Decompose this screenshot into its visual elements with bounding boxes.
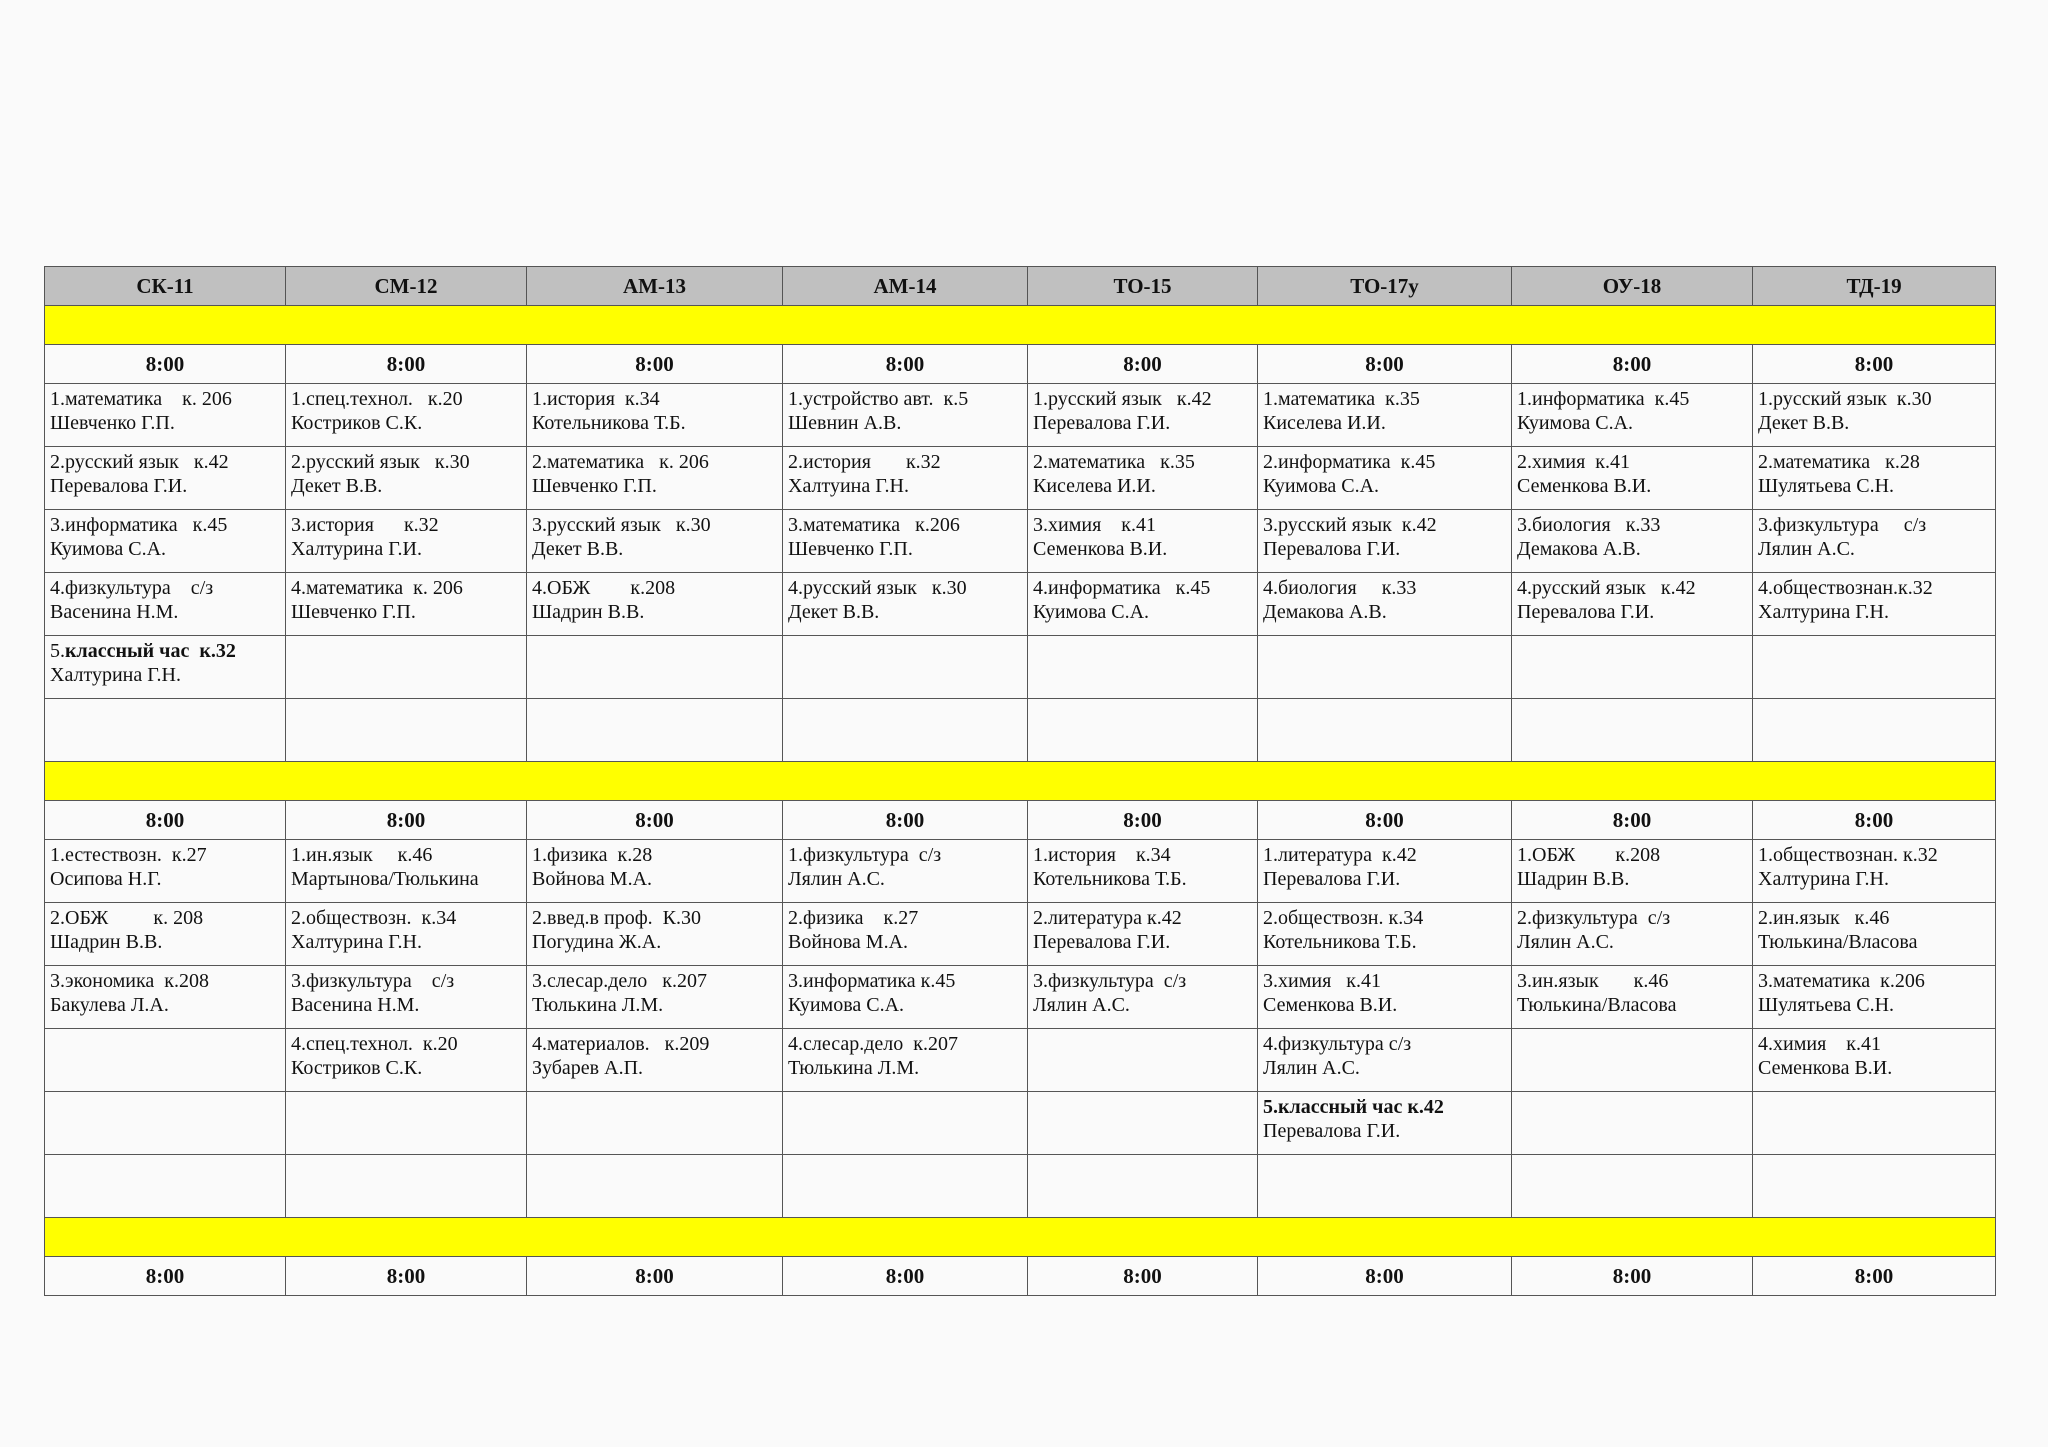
- lesson-cell: [1753, 903, 1996, 966]
- lesson-subject: [50, 639, 280, 663]
- lesson-cell: [286, 510, 527, 573]
- lesson-teacher: Перевалова Г.И.: [50, 475, 188, 497]
- lesson-cell: [45, 903, 286, 966]
- lesson-cell: [527, 699, 783, 762]
- lesson-cell: [783, 966, 1028, 1029]
- lesson-cell: [45, 1155, 286, 1218]
- lesson-subject: 3.информатика к.45: [50, 514, 228, 536]
- lesson-subject: 4.русский язык к.42: [1517, 577, 1696, 599]
- lesson-subject: 1.информатика к.45: [1517, 388, 1690, 410]
- lesson-subject: 2.математика к.28: [1758, 451, 1920, 473]
- lesson-subject: 4.физкультура с/з: [50, 577, 214, 599]
- lesson-subject: 1.математика к. 206: [50, 388, 232, 410]
- lesson-cell: [1512, 1092, 1753, 1155]
- lesson-subject: 2.обществозн. к.34: [1263, 907, 1424, 929]
- lesson-cell: [783, 573, 1028, 636]
- lesson-teacher: Перевалова Г.И.: [1263, 538, 1401, 560]
- group-header-5: ТО-17у: [1258, 267, 1512, 306]
- lesson-cell: [286, 1029, 527, 1092]
- lesson-teacher: Мартынова/Тюлькина: [291, 868, 479, 890]
- lesson-row: [45, 636, 1996, 699]
- lesson-subject: 1.устройство авт. к.5: [788, 388, 969, 410]
- lesson-subject: 2.введ.в проф. К.30: [532, 907, 702, 929]
- lesson-teacher: Семенкова В.И.: [1033, 538, 1168, 560]
- start-time-cell: 8:00: [1028, 801, 1258, 840]
- lesson-teacher: Перевалова Г.И.: [1263, 1120, 1401, 1142]
- lesson-cell: [1258, 1155, 1512, 1218]
- lesson-teacher: Лялин А.С.: [1263, 1057, 1360, 1079]
- lesson-cell: [45, 636, 286, 699]
- lesson-subject: 4.биология к.33: [1263, 577, 1417, 599]
- lesson-teacher: Тюлькина Л.М.: [532, 994, 664, 1016]
- lesson-subject: 2.физкультура с/з: [1517, 907, 1671, 929]
- lesson-cell: [1753, 1092, 1996, 1155]
- lesson-subject: 1.математика к.35: [1263, 388, 1420, 410]
- lesson-teacher: Бакулева Л.А.: [50, 994, 169, 1016]
- lesson-subject: 4.спец.технол. к.20: [291, 1033, 458, 1055]
- lesson-cell: [286, 966, 527, 1029]
- lesson-teacher: Тюлькина Л.М.: [788, 1057, 920, 1079]
- lesson-cell: [1028, 1029, 1258, 1092]
- lesson-cell: [1258, 1029, 1512, 1092]
- lesson-cell: [527, 966, 783, 1029]
- lesson-row: [45, 699, 1996, 762]
- lesson-subject: 4.русский язык к.30: [788, 577, 967, 599]
- schedule-table: [44, 266, 1996, 1296]
- lesson-cell: [783, 636, 1028, 699]
- lesson-cell: [1512, 1155, 1753, 1218]
- lesson-cell: [286, 699, 527, 762]
- lesson-cell: [527, 1029, 783, 1092]
- lesson-subject: 1.ОБЖ к.208: [1517, 844, 1661, 866]
- day-separator: [45, 306, 1996, 345]
- lesson-cell: [1512, 447, 1753, 510]
- lesson-teacher: Перевалова Г.И.: [1033, 412, 1171, 434]
- lesson-cell: [286, 636, 527, 699]
- lesson-cell: [1028, 699, 1258, 762]
- lesson-row: [45, 510, 1996, 573]
- group-header-1: СМ-12: [286, 267, 527, 306]
- lesson-cell: [1028, 447, 1258, 510]
- lesson-cell: [783, 447, 1028, 510]
- lesson-subject: 4.физкультура с/з: [1263, 1033, 1412, 1055]
- lesson-cell: [783, 384, 1028, 447]
- lesson-cell: [1753, 510, 1996, 573]
- lesson-cell: [1028, 840, 1258, 903]
- lesson-subject: 1.физика к.28: [532, 844, 653, 866]
- start-time-cell: 8:00: [783, 345, 1028, 384]
- lesson-teacher: Лялин А.С.: [788, 868, 885, 890]
- lesson-cell: [45, 966, 286, 1029]
- lesson-subject: 2.ин.язык к.46: [1758, 907, 1890, 929]
- lesson-cell: [1753, 1155, 1996, 1218]
- lesson-cell: [1028, 573, 1258, 636]
- lesson-subject: 2.информатика к.45: [1263, 451, 1436, 473]
- lesson-cell: [783, 903, 1028, 966]
- lesson-teacher: Осипова Н.Г.: [50, 868, 162, 890]
- lesson-subject: 3.физкультура с/з: [291, 970, 455, 992]
- lesson-cell: [1512, 573, 1753, 636]
- lesson-cell: [1258, 840, 1512, 903]
- lesson-teacher: Шадрин В.В.: [532, 601, 645, 623]
- lesson-subject: 3.информатика к.45: [788, 970, 956, 992]
- lesson-subject: 2.русский язык к.30: [291, 451, 470, 473]
- day-separator: [45, 762, 1996, 801]
- lesson-subject: 3.русский язык к.30: [532, 514, 711, 536]
- lesson-cell: [527, 1092, 783, 1155]
- start-time-cell: 8:00: [286, 1257, 527, 1296]
- lesson-subject: 4.математика к. 206: [291, 577, 463, 599]
- lesson-subject: 1.ин.язык к.46: [291, 844, 433, 866]
- lesson-subject: 2.химия к.41: [1517, 451, 1630, 473]
- lesson-subject: 1.история к.34: [532, 388, 660, 410]
- lesson-cell: [1753, 840, 1996, 903]
- lesson-subject: 3.биология к.33: [1517, 514, 1661, 536]
- lesson-teacher: Шевченко Г.П.: [788, 538, 913, 560]
- lesson-cell: [1258, 510, 1512, 573]
- lesson-teacher: Декет В.В.: [1758, 412, 1850, 434]
- lesson-teacher: Куимова С.А.: [788, 994, 905, 1016]
- lesson-cell: [1258, 636, 1512, 699]
- lesson-teacher: Халтурина Г.Н.: [1758, 601, 1889, 623]
- lesson-subject: 3.слесар.дело к.207: [532, 970, 707, 992]
- lesson-subject: 1.русский язык к.42: [1033, 388, 1212, 410]
- lesson-subject: 3.химия к.41: [1263, 970, 1381, 992]
- lesson-subject: 3.физкультура с/з: [1033, 970, 1187, 992]
- lesson-row: [45, 840, 1996, 903]
- lesson-cell: [1258, 966, 1512, 1029]
- lesson-teacher: Погудина Ж.А.: [532, 931, 662, 953]
- lesson-subject: 3.ин.язык к.46: [1517, 970, 1669, 992]
- lesson-cell: [1753, 636, 1996, 699]
- lesson-cell: [1753, 447, 1996, 510]
- lesson-teacher: Халтуина Г.Н.: [788, 475, 909, 497]
- lesson-cell: [1028, 384, 1258, 447]
- lesson-cell: [1512, 384, 1753, 447]
- lesson-subject: 3.русский язык к.42: [1263, 514, 1437, 536]
- group-header-0: СК-11: [45, 267, 286, 306]
- lesson-cell: [527, 636, 783, 699]
- lesson-subject: 3.математика к.206: [788, 514, 960, 536]
- lesson-subject: 1.обществознан. к.32: [1758, 844, 1938, 866]
- start-time-row: [45, 1257, 1996, 1296]
- start-time-cell: 8:00: [1028, 345, 1258, 384]
- lesson-cell: [527, 447, 783, 510]
- lesson-cell: [45, 840, 286, 903]
- start-time-row: [45, 345, 1996, 384]
- lesson-teacher: Шевченко Г.П.: [291, 601, 416, 623]
- group-header-3: АМ-14: [783, 267, 1028, 306]
- lesson-teacher: Лялин А.С.: [1517, 931, 1614, 953]
- lesson-teacher: Шевченко Г.П.: [50, 412, 175, 434]
- lesson-cell: [783, 510, 1028, 573]
- lesson-cell: [45, 573, 286, 636]
- lesson-subject: 1.литература к.42: [1263, 844, 1417, 866]
- lesson-cell: [286, 1155, 527, 1218]
- lesson-teacher: Киселева И.И.: [1263, 412, 1386, 434]
- lesson-subject: 4.информатика к.45: [1033, 577, 1211, 599]
- start-time-cell: 8:00: [1753, 801, 1996, 840]
- lesson-teacher: Котельникова Т.Б.: [532, 412, 686, 434]
- lesson-subject: 2.литература к.42: [1033, 907, 1182, 929]
- lesson-cell: [1512, 1029, 1753, 1092]
- lesson-teacher: Васенина Н.М.: [291, 994, 420, 1016]
- start-time-cell: 8:00: [783, 1257, 1028, 1296]
- start-time-cell: 8:00: [527, 345, 783, 384]
- lesson-teacher: Шулятьева С.Н.: [1758, 475, 1895, 497]
- lesson-teacher: Халтурина Г.И.: [291, 538, 422, 560]
- lesson-cell: [286, 573, 527, 636]
- start-time-cell: 8:00: [1753, 1257, 1996, 1296]
- lesson-teacher: Перевалова Г.И.: [1033, 931, 1171, 953]
- lesson-teacher: Куимова С.А.: [1033, 601, 1150, 623]
- start-time-cell: 8:00: [1512, 345, 1753, 384]
- lesson-row: [45, 903, 1996, 966]
- lesson-teacher: Халтурина Г.Н.: [50, 664, 181, 686]
- lesson-cell: [527, 384, 783, 447]
- lesson-teacher: Куимова С.А.: [1263, 475, 1380, 497]
- start-time-cell: 8:00: [1512, 801, 1753, 840]
- start-time-cell: 8:00: [527, 1257, 783, 1296]
- lesson-row: [45, 1155, 1996, 1218]
- lesson-cell: [527, 840, 783, 903]
- lesson-teacher: Шевнин А.В.: [788, 412, 902, 434]
- lesson-teacher: Куимова С.А.: [1517, 412, 1634, 434]
- lesson-cell: [783, 699, 1028, 762]
- lesson-cell: [1028, 966, 1258, 1029]
- lesson-teacher: Шадрин В.В.: [1517, 868, 1630, 890]
- lesson-row: [45, 447, 1996, 510]
- lesson-cell: [783, 1029, 1028, 1092]
- lesson-teacher: Войнова М.А.: [532, 868, 653, 890]
- lesson-cell: [286, 384, 527, 447]
- start-time-cell: 8:00: [286, 801, 527, 840]
- lesson-subject: 4.материалов. к.209: [532, 1033, 710, 1055]
- start-time-cell: 8:00: [1512, 1257, 1753, 1296]
- lesson-cell: [527, 510, 783, 573]
- lesson-row: [45, 384, 1996, 447]
- lesson-teacher: Шулятьева С.Н.: [1758, 994, 1895, 1016]
- lesson-cell: [1512, 966, 1753, 1029]
- lesson-cell: [45, 510, 286, 573]
- start-time-cell: 8:00: [45, 345, 286, 384]
- lesson-teacher: Декет В.В.: [532, 538, 624, 560]
- lesson-subject: 4.слесар.дело к.207: [788, 1033, 958, 1055]
- lesson-cell: [286, 903, 527, 966]
- lesson-teacher: Киселева И.И.: [1033, 475, 1156, 497]
- lesson-subject: 2.математика к. 206: [532, 451, 709, 473]
- lesson-cell: [1753, 966, 1996, 1029]
- lesson-subject: 2.математика к.35: [1033, 451, 1195, 473]
- start-time-cell: 8:00: [1258, 1257, 1512, 1296]
- lesson-cell: [45, 1029, 286, 1092]
- lesson-cell: [1028, 1092, 1258, 1155]
- lesson-teacher: Перевалова Г.И.: [1517, 601, 1655, 623]
- lesson-subject: 1.история к.34: [1033, 844, 1171, 866]
- lesson-cell: [1512, 903, 1753, 966]
- lesson-teacher: Шадрин В.В.: [50, 931, 163, 953]
- lesson-teacher: Шевченко Г.П.: [532, 475, 657, 497]
- lesson-teacher: Демакова А.В.: [1263, 601, 1387, 623]
- lesson-row: [45, 1092, 1996, 1155]
- lesson-subject: 5.классный час к.42: [1263, 1096, 1444, 1118]
- lesson-teacher: Халтурина Г.Н.: [1758, 868, 1889, 890]
- lesson-teacher: Лялин А.С.: [1033, 994, 1130, 1016]
- lesson-cell: [783, 840, 1028, 903]
- lesson-teacher: Декет В.В.: [788, 601, 880, 623]
- lesson-cell: [1258, 384, 1512, 447]
- lesson-subject: 2.обществозн. к.34: [291, 907, 457, 929]
- start-time-cell: 8:00: [45, 1257, 286, 1296]
- lesson-cell: [45, 384, 286, 447]
- day-separator: [45, 1218, 1996, 1257]
- group-header-row: [45, 267, 1996, 306]
- lesson-teacher: Демакова А.В.: [1517, 538, 1641, 560]
- lesson-subject: 3.история к.32: [291, 514, 439, 536]
- lesson-teacher: Васенина Н.М.: [50, 601, 179, 623]
- lesson-cell: [286, 447, 527, 510]
- group-header-6: ОУ-18: [1512, 267, 1753, 306]
- lesson-subject: 3.экономика к.208: [50, 970, 209, 992]
- lesson-subject: 2.ОБЖ к. 208: [50, 907, 204, 929]
- lesson-teacher: Халтурина Г.Н.: [291, 931, 422, 953]
- lesson-cell: [1512, 510, 1753, 573]
- lesson-cell: [1028, 903, 1258, 966]
- start-time-cell: 8:00: [45, 801, 286, 840]
- lesson-subject: 2.физика к.27: [788, 907, 919, 929]
- lesson-row: [45, 573, 1996, 636]
- lesson-cell: [527, 1155, 783, 1218]
- lesson-cell: [286, 840, 527, 903]
- lesson-subject: 1.спец.технол. к.20: [291, 388, 463, 410]
- start-time-cell: 8:00: [1753, 345, 1996, 384]
- start-time-cell: 8:00: [1258, 801, 1512, 840]
- lesson-cell: [1028, 1155, 1258, 1218]
- lesson-cell: [45, 447, 286, 510]
- lesson-subject: 2.русский язык к.42: [50, 451, 229, 473]
- lesson-cell: [1258, 1092, 1512, 1155]
- start-time-cell: 8:00: [1258, 345, 1512, 384]
- lesson-teacher: Костриков С.К.: [291, 412, 423, 434]
- lesson-cell: [45, 699, 286, 762]
- group-header-2: АМ-13: [527, 267, 783, 306]
- start-time-row: [45, 801, 1996, 840]
- lesson-teacher: Лялин А.С.: [1758, 538, 1855, 560]
- lesson-subject: 1.русский язык к.30: [1758, 388, 1932, 410]
- lesson-teacher: Куимова С.А.: [50, 538, 167, 560]
- lesson-teacher: Котельникова Т.Б.: [1263, 931, 1417, 953]
- lesson-teacher: Семенкова В.И.: [1263, 994, 1398, 1016]
- start-time-cell: 8:00: [527, 801, 783, 840]
- lesson-subject: 3.химия к.41: [1033, 514, 1156, 536]
- lesson-cell: [1512, 699, 1753, 762]
- lesson-cell: [783, 1155, 1028, 1218]
- lesson-subject: 4.химия к.41: [1758, 1033, 1881, 1055]
- lesson-teacher: Декет В.В.: [291, 475, 383, 497]
- lesson-row: [45, 966, 1996, 1029]
- lesson-cell: [45, 1092, 286, 1155]
- lesson-cell: [1753, 573, 1996, 636]
- lesson-teacher: Семенкова В.И.: [1758, 1057, 1893, 1079]
- lesson-cell: [1258, 573, 1512, 636]
- lesson-cell: [1028, 510, 1258, 573]
- lesson-teacher: Котельникова Т.Б.: [1033, 868, 1187, 890]
- start-time-cell: 8:00: [783, 801, 1028, 840]
- lesson-teacher: Тюлькина/Власова: [1758, 931, 1918, 953]
- group-header-7: ТД-19: [1753, 267, 1996, 306]
- lesson-teacher: Зубарев А.П.: [532, 1057, 644, 1079]
- lesson-cell: [1258, 903, 1512, 966]
- lesson-subject: 2.история к.32: [788, 451, 941, 473]
- group-header-4: ТО-15: [1028, 267, 1258, 306]
- start-time-cell: 8:00: [1028, 1257, 1258, 1296]
- lesson-row: [45, 1029, 1996, 1092]
- lesson-subject: 3.математика к.206: [1758, 970, 1925, 992]
- lesson-teacher: Войнова М.А.: [788, 931, 909, 953]
- lesson-teacher: Перевалова Г.И.: [1263, 868, 1401, 890]
- lesson-teacher: Семенкова В.И.: [1517, 475, 1652, 497]
- lesson-number: 5.: [50, 640, 65, 662]
- lesson-subject: 4.ОБЖ к.208: [532, 577, 676, 599]
- lesson-cell: [1028, 636, 1258, 699]
- lesson-subject: 1.естествозн. к.27: [50, 844, 207, 866]
- lesson-cell: [1753, 699, 1996, 762]
- lesson-cell: [783, 1092, 1028, 1155]
- lesson-cell: [1258, 447, 1512, 510]
- lesson-cell: [1512, 636, 1753, 699]
- lesson-teacher: Тюлькина/Власова: [1517, 994, 1677, 1016]
- lesson-cell: [286, 1092, 527, 1155]
- lesson-subject: 1.физкультура с/з: [788, 844, 942, 866]
- lesson-cell: [1753, 1029, 1996, 1092]
- lesson-teacher: Костриков С.К.: [291, 1057, 423, 1079]
- start-time-cell: 8:00: [286, 345, 527, 384]
- lesson-cell: [527, 573, 783, 636]
- lesson-cell: [1753, 384, 1996, 447]
- lesson-cell: [1258, 699, 1512, 762]
- day-separator-band: [45, 762, 1996, 801]
- lesson-subject-bold: классный час к.32: [65, 640, 236, 662]
- lesson-subject: 3.физкультура с/з: [1758, 514, 1927, 536]
- lesson-subject: 4.обществознан.к.32: [1758, 577, 1933, 599]
- lesson-cell: [1512, 840, 1753, 903]
- lesson-cell: [527, 903, 783, 966]
- day-separator-band: [45, 1218, 1996, 1257]
- schedule-sheet: [44, 266, 1996, 1296]
- day-separator-band: [45, 306, 1996, 345]
